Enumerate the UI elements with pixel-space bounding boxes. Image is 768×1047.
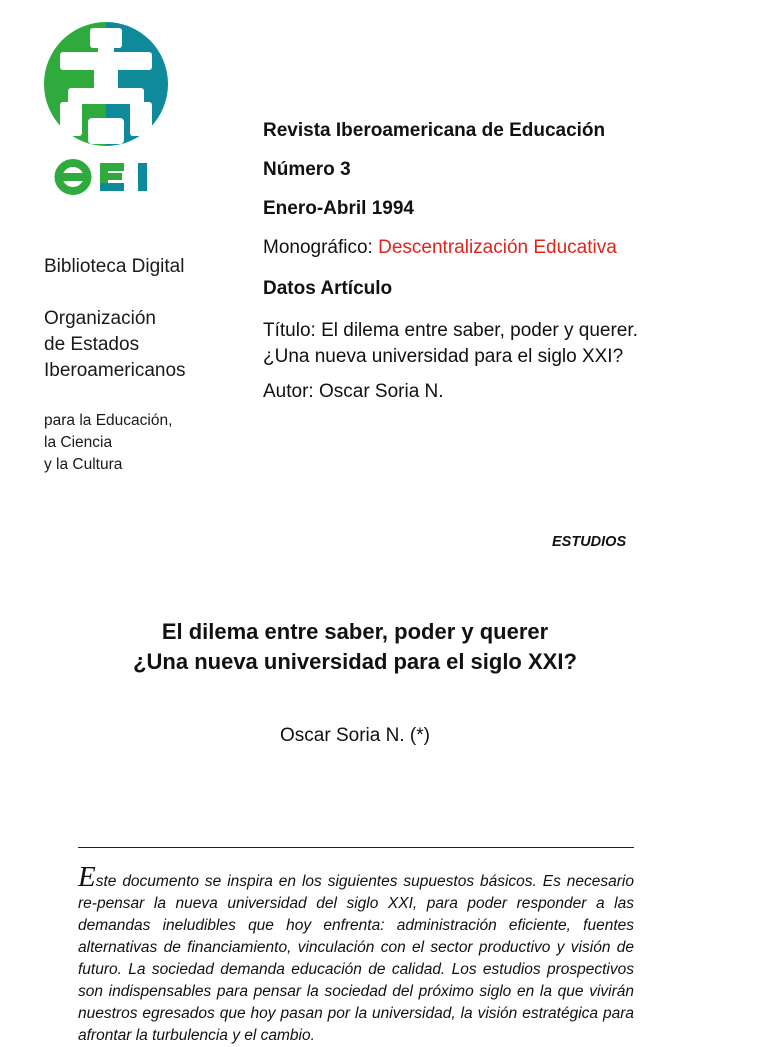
article-data-heading: Datos Artículo: [263, 278, 393, 299]
abstract-paragraph: [78, 861, 634, 1047]
monograph-value: Descentralización Educativa: [378, 237, 617, 258]
monograph: [263, 237, 617, 259]
org-line: Iberoamericanos: [44, 360, 186, 381]
org-line: Organización: [44, 308, 156, 329]
oei-emblem-icon: [42, 22, 170, 197]
issue-date: Enero-Abril 1994: [263, 198, 414, 219]
tagline-line: para la Educación,: [44, 412, 173, 429]
article-author: Oscar Soria N. (*): [280, 725, 430, 746]
article-title-line: El dilema entre saber, poder y querer: [161, 619, 549, 644]
org-line: de Estados: [44, 334, 140, 355]
journal-name: Revista Iberoamericana de Educación: [263, 120, 606, 141]
oei-logo: [42, 22, 170, 197]
org-name: [44, 306, 186, 384]
tagline-line: la Ciencia: [44, 434, 113, 451]
title-info-line: Título: El dilema entre saber, poder y querer.: [263, 320, 638, 341]
library-label: Biblioteca Digital: [44, 256, 185, 277]
monograph-label: Monográfico:: [263, 237, 373, 258]
tagline-line: y la Cultura: [44, 456, 123, 473]
article-title-info: [263, 318, 638, 370]
article-title: [40, 617, 670, 677]
drop-cap: E: [78, 861, 96, 893]
section-label: ESTUDIOS: [552, 534, 627, 550]
title-info-line: ¿Una nueva universidad para el siglo XXI?: [263, 346, 624, 367]
issue-number: Número 3: [263, 159, 351, 180]
org-tagline: [44, 410, 172, 476]
divider-line: [78, 847, 634, 848]
article-author-info: Autor: Oscar Soria N.: [263, 381, 444, 402]
article-title-line: ¿Una nueva universidad para el siglo XXI?: [133, 649, 577, 674]
abstract-text: ste documento se inspira en los siguientes supuestos básicos. Es necesario re-pensar la nueva universidad del siglo XXI, para poder responder a las demandas ineludibles que hoy enfrenta: administración eficiente, fuentes alternativas de financiamiento, vinculación con el sector productivo y visión de futuro. La sociedad demanda educación de calidad. Los estudios prospectivos son indispensables para pensar la sociedad del próximo siglo en la que vivirán nuestros egresados que hoy pasan por la universidad, la visión estratégica para afrontar la turbulencia y el cambio.: [78, 873, 634, 1044]
